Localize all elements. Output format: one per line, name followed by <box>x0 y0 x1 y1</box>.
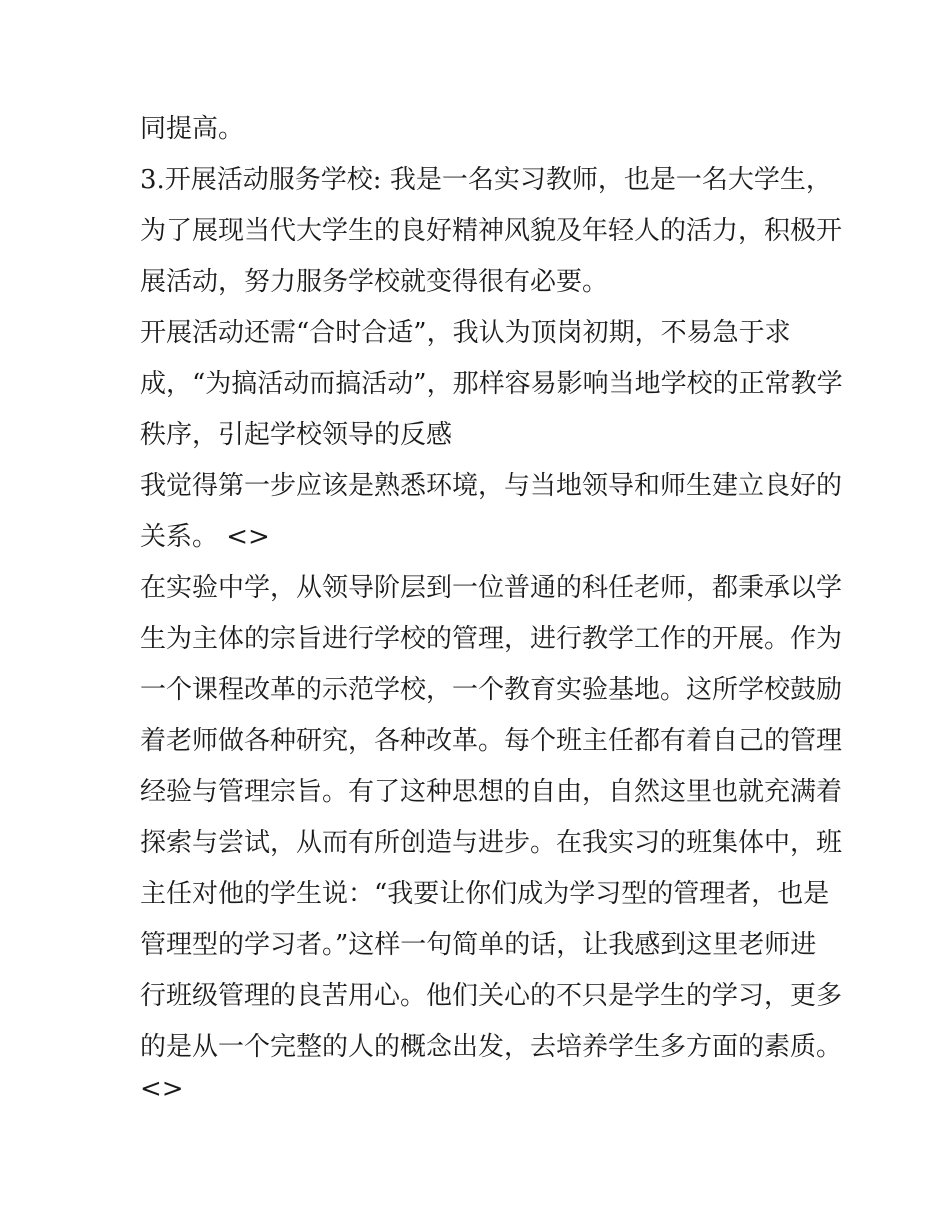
text-line: 同提高。 <box>140 114 245 144</box>
text-line: 3.开展活动服务学校: 我是一名实习教师，也是一名大学生， <box>140 165 832 195</box>
text-line: 经验与管理宗旨。有了这种思想的自由，自然这里也就充满着 <box>140 777 843 807</box>
text-line: 生为主体的宗旨进行学校的管理，进行教学工作的开展。作为 <box>140 624 843 654</box>
text-line: 管理型的学习者。”这样一句简单的话，让我感到这里老师进 <box>140 930 817 960</box>
text-line: 我觉得第一步应该是熟悉环境，与当地领导和师生建立良好的 <box>140 471 843 501</box>
text-line: 着老师做各种研究，各种改革。每个班主任都有着自己的管理 <box>140 726 843 756</box>
text-line: 一个课程改革的示范学校，一个教育实验基地。这所学校鼓励 <box>140 675 843 705</box>
text-line: 成，“为搞活动而搞活动”，那样容易影响当地学校的正常教学 <box>140 369 843 399</box>
text-line: 的是从一个完整的人的概念出发，去培养学生多方面的素质。 <box>140 1032 843 1062</box>
text-line: 开展活动还需“合时合适”，我认为顶岗初期，不易急于求 <box>140 318 791 348</box>
text-line: 行班级管理的良苦用心。他们关心的不只是学生的学习，更多 <box>140 981 843 1011</box>
text-line: 探索与尝试，从而有所创造与进步。在我实习的班集体中，班 <box>140 828 843 858</box>
text-line: 关系。 <> <box>140 522 270 552</box>
text-line: 秩序，引起学校领导的反感 <box>140 420 453 450</box>
text-line: <> <box>140 1074 184 1104</box>
text-line: 主任对他的学生说：“我要让你们成为学习型的管理者，也是 <box>140 879 830 909</box>
text-line: 展活动，努力服务学校就变得很有必要。 <box>140 267 609 297</box>
text-line: 为了展现当代大学生的良好精神风貌及年轻人的活力，积极开 <box>140 216 843 246</box>
text-line: 在实验中学，从领导阶层到一位普通的科任老师，都秉承以学 <box>140 573 843 603</box>
